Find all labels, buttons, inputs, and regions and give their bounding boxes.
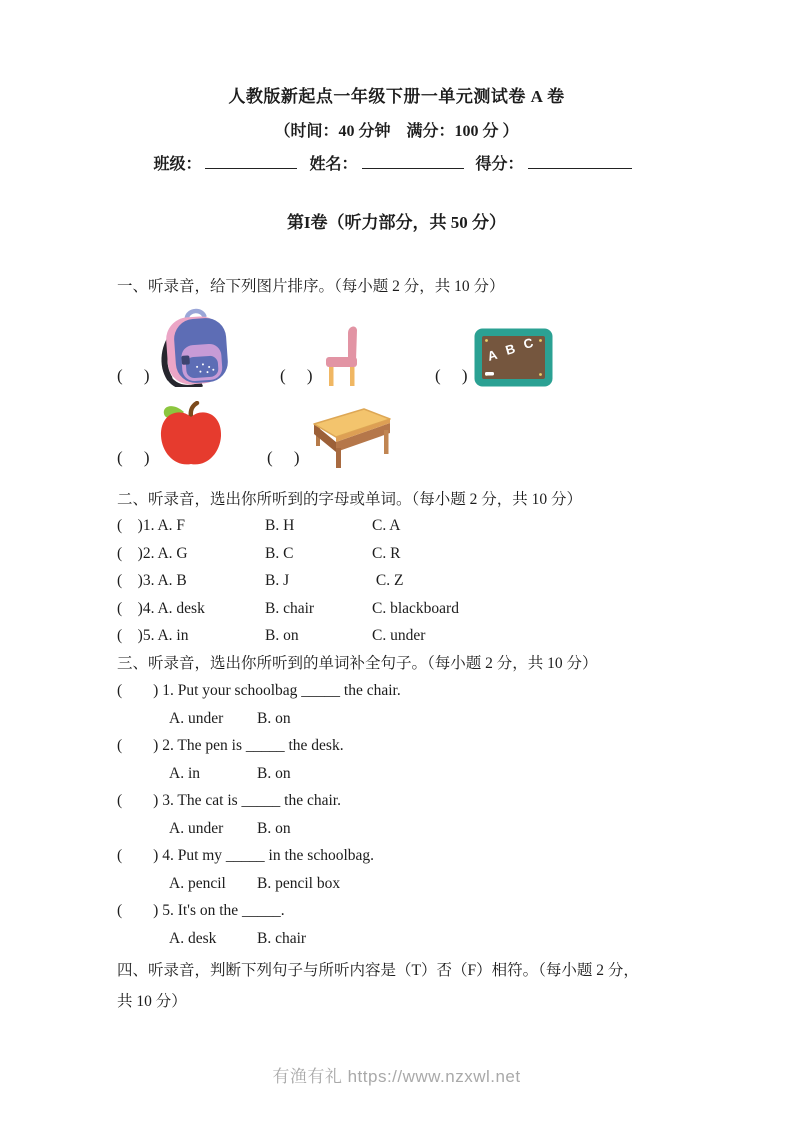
section2-heading: 二、听录音，选出你所听到的字母或单词。（每小题 2 分，共 10 分） <box>117 491 583 508</box>
picture-item-blackboard <box>435 328 615 387</box>
section2-item-3 <box>117 567 723 595</box>
apple-image <box>156 401 226 469</box>
option-a: A. desk <box>169 929 217 947</box>
answer-bracket: ( ) <box>117 448 150 467</box>
svg-text:A: A <box>485 346 499 364</box>
picture-item-apple <box>117 401 267 469</box>
section1-heading: 一、听录音，给下列图片排序。（每小题 2 分，共 10 分） <box>117 278 505 295</box>
picture-row-2 <box>117 400 723 469</box>
svg-text:C: C <box>521 334 535 352</box>
question-lead: ( )4. A. desk <box>117 599 205 617</box>
option-b: B. H <box>265 517 295 534</box>
paper-title: 人教版新起点一年级下册一单元测试卷 A 卷 <box>228 87 565 106</box>
answer-bracket: ( ) <box>435 366 468 385</box>
watermark-footer: 有渔有礼 https://www.nzxwl.net <box>272 1067 521 1086</box>
option-b: B. on <box>257 764 291 782</box>
option-b: B. C <box>265 544 294 562</box>
chair-image <box>319 323 371 387</box>
option-b: B. chair <box>265 599 315 617</box>
option-c: C. A <box>372 517 401 534</box>
section4-heading-line1: 四、听录音，判断下列句子与所听内容是（T）否（F）相符。（每小题 2 分， <box>117 962 639 979</box>
paper-body <box>0 275 793 1017</box>
section3-question-3: ( ) 3. The cat is _____ the chair. <box>117 792 341 809</box>
class-label: 班级： <box>153 156 202 173</box>
option-b: B. on <box>257 709 291 727</box>
picture-item-schoolbag <box>117 305 280 387</box>
picture-item-desk <box>267 404 447 469</box>
section2-item-4 <box>117 595 723 623</box>
section3-question-4: ( ) 4. Put my _____ in the schoolbag. <box>117 847 375 864</box>
question-lead: ( )1. A. F <box>117 517 186 534</box>
picture-row-1 <box>117 305 723 387</box>
name-label: 姓名： <box>309 156 358 173</box>
paper-time-score-line: （时间：40 分钟 满分：100 分 ） <box>274 123 519 140</box>
answer-bracket: ( ) <box>280 366 313 385</box>
part1-heading: 第I卷（听力部分，共 50 分） <box>286 213 507 232</box>
option-b: B. chair <box>257 929 307 947</box>
desk-image <box>306 404 392 469</box>
question-lead: ( )3. A. B <box>117 572 187 589</box>
score-blank <box>528 154 632 169</box>
question-lead: ( )2. A. G <box>117 544 188 562</box>
section4-heading <box>117 955 723 1017</box>
name-blank <box>362 154 464 169</box>
option-b: B. pencil box <box>257 874 341 892</box>
option-a: A. pencil <box>169 874 226 892</box>
answer-bracket: ( ) <box>267 448 300 467</box>
option-b: B. on <box>265 627 299 644</box>
option-a: A. under <box>169 819 224 837</box>
option-b: B. on <box>257 819 291 837</box>
question-lead: ( )5. A. in <box>117 627 189 644</box>
section3-options-1 <box>117 705 723 733</box>
section4-heading-line2: 共 10 分） <box>117 993 187 1010</box>
section3-question-1: ( ) 1. Put your schoolbag _____ the chair. <box>117 682 401 699</box>
blackboard-image <box>474 328 553 387</box>
class-blank <box>205 154 297 169</box>
option-a: A. under <box>169 709 224 727</box>
schoolbag-image <box>156 305 230 387</box>
section3-heading: 三、听录音，选出你所听到的单词补全句子。（每小题 2 分，共 10 分） <box>117 654 598 672</box>
section2-item-5 <box>117 622 723 650</box>
option-c: C. under <box>372 627 426 644</box>
section2-item-2 <box>117 540 723 568</box>
paper-header <box>0 0 793 235</box>
section3-options-2 <box>117 760 723 788</box>
student-info-line <box>0 153 793 177</box>
section2-item-1 <box>117 512 723 540</box>
option-c: C. blackboard <box>372 599 459 617</box>
section3-options-4 <box>117 870 723 898</box>
option-c: C. Z <box>372 572 404 589</box>
svg-text:B: B <box>503 340 517 358</box>
option-a: A. in <box>169 764 200 782</box>
section3-question-2: ( ) 2. The pen is _____ the desk. <box>117 737 344 754</box>
answer-bracket: ( ) <box>117 366 150 385</box>
score-label: 得分： <box>475 156 524 173</box>
section3-options-3 <box>117 815 723 843</box>
picture-item-chair <box>280 323 435 387</box>
option-b: B. J <box>265 572 290 589</box>
section3-options-5 <box>117 925 723 953</box>
option-c: C. R <box>372 544 401 562</box>
section3-question-5: ( ) 5. It's on the _____. <box>117 902 285 919</box>
